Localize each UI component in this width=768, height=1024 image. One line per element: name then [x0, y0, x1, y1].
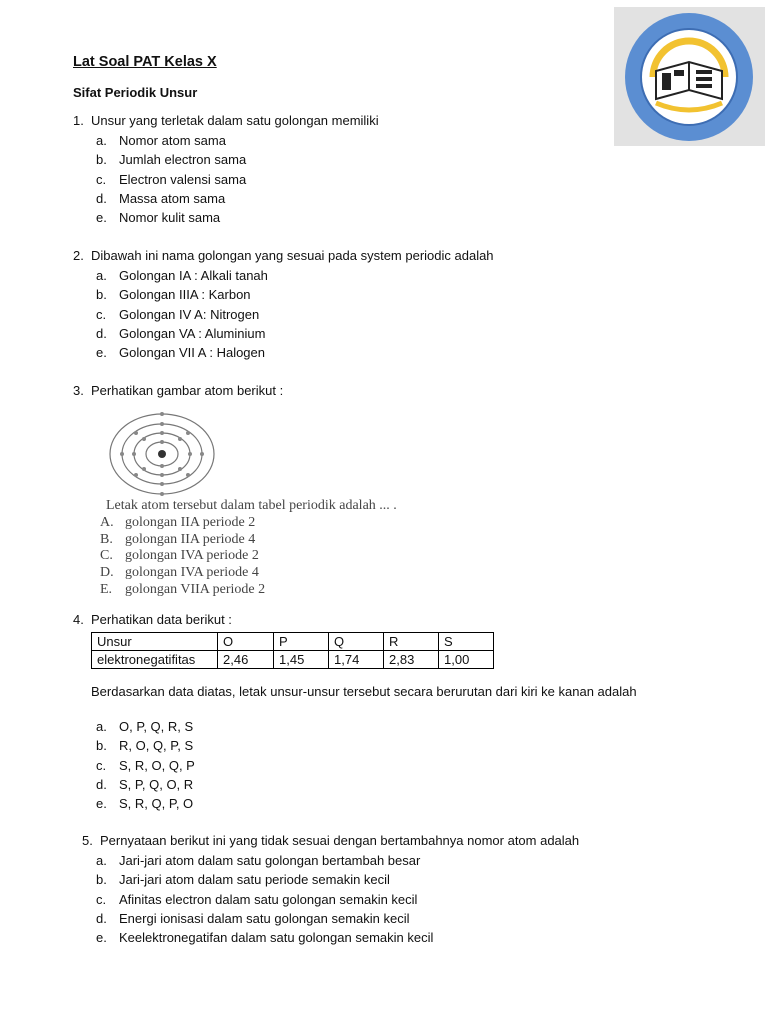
- option-text: S, P, Q, O, R: [119, 776, 194, 792]
- option-letter: b.: [96, 872, 107, 888]
- table-cell: elektronegatifitas: [92, 651, 218, 669]
- option: [96, 870, 433, 889]
- question-text: Perhatikan data berikut :: [91, 612, 232, 627]
- option: [96, 890, 433, 909]
- table-header-row: [92, 633, 494, 651]
- option: [96, 266, 268, 285]
- option-text: Golongan IA : Alkali tanah: [119, 268, 268, 283]
- option: [100, 565, 397, 582]
- option-text: Jari-jari atom dalam satu golongan bertambah besar: [119, 853, 421, 868]
- option: [100, 515, 397, 532]
- option-text: Golongan IV A: Nitrogen: [119, 306, 260, 322]
- option-text: Jumlah electron sama: [119, 152, 247, 168]
- option-letter: a.: [96, 133, 107, 148]
- option-text: Keelektronegatifan dalam satu golongan semakin kecil: [119, 930, 434, 946]
- question-2-options: [96, 266, 268, 362]
- option-letter: B.: [100, 531, 113, 547]
- option: [96, 775, 195, 794]
- option-letter: d.: [96, 776, 107, 792]
- electronegativity-table: [91, 632, 494, 669]
- table-cell: Unsur: [92, 633, 218, 651]
- atom-diagram: [106, 408, 226, 498]
- page-subtitle: Sifat Periodik Unsur: [73, 85, 198, 100]
- table-row: [92, 651, 494, 669]
- option: [96, 717, 195, 736]
- option: [96, 736, 195, 755]
- option-text: golongan VIIA periode 2: [125, 581, 266, 597]
- option: [100, 548, 397, 565]
- option-letter: C.: [100, 548, 113, 564]
- option: [96, 150, 246, 169]
- option-letter: e.: [96, 345, 107, 361]
- option-letter: e.: [96, 930, 107, 946]
- option-text: golongan IVA periode 2: [125, 548, 259, 564]
- option-letter: e.: [96, 210, 107, 226]
- question-number: 2.: [73, 248, 84, 263]
- table-cell: 2,46: [218, 651, 274, 669]
- option: [96, 794, 195, 813]
- option: [100, 532, 397, 549]
- option-text: Golongan IIIA : Karbon: [119, 287, 251, 303]
- option-letter: b.: [96, 738, 107, 754]
- table-cell: Q: [329, 633, 384, 651]
- option: [96, 756, 195, 775]
- option-letter: A.: [100, 514, 114, 530]
- option-text: O, P, Q, R, S: [119, 719, 194, 734]
- option-letter: d.: [96, 325, 107, 341]
- option-text: Golongan VA : Aluminium: [119, 325, 266, 341]
- option: [96, 208, 246, 227]
- option-letter: d.: [96, 190, 107, 206]
- option-letter: b.: [96, 152, 107, 168]
- question-text: Pernyataan berikut ini yang tidak sesuai dengan bertambahnya nomor atom adalah: [100, 833, 580, 848]
- table-cell: R: [384, 633, 439, 651]
- option-letter: a.: [96, 268, 107, 283]
- option-text: Massa atom sama: [119, 190, 226, 206]
- option-text: Jari-jari atom dalam satu periode semakin kecil: [119, 872, 390, 888]
- option-text: S, R, O, Q, P: [119, 757, 195, 773]
- table-cell: 1,00: [439, 651, 494, 669]
- table-cell: 1,74: [329, 651, 384, 669]
- table-cell: 1,45: [274, 651, 329, 669]
- option: [96, 909, 433, 928]
- question-1: [73, 113, 379, 128]
- option-text: golongan IVA periode 4: [125, 565, 259, 581]
- option: [96, 285, 268, 304]
- school-logo: [614, 7, 765, 146]
- option-letter: b.: [96, 287, 107, 303]
- question-3: [73, 383, 283, 398]
- question-number: 4.: [73, 612, 84, 627]
- question-text: Perhatikan gambar atom berikut :: [91, 383, 284, 398]
- question-4-followup: Berdasarkan data diatas, letak unsur-unsur tersebut secara berurutan dari kiri ke kanan adalah: [91, 684, 637, 699]
- question-text: Unsur yang terletak dalam satu golongan memiliki: [91, 113, 379, 128]
- atom-shells-icon: [106, 408, 226, 498]
- question-number: 1.: [73, 113, 84, 128]
- option-text: S, R, Q, P, O: [119, 796, 194, 812]
- question-number: 3.: [73, 383, 84, 398]
- option-text: Electron valensi sama: [119, 171, 247, 187]
- option: [96, 305, 268, 324]
- option: [96, 851, 433, 870]
- table-cell: P: [274, 633, 329, 651]
- option-text: Golongan VII A : Halogen: [119, 345, 265, 361]
- option-letter: c.: [96, 306, 107, 322]
- option-text: R, O, Q, P, S: [119, 738, 194, 754]
- option-letter: c.: [96, 891, 107, 907]
- option-letter: c.: [96, 757, 107, 773]
- option: [96, 324, 268, 343]
- option-letter: e.: [96, 796, 107, 812]
- option: [96, 131, 246, 150]
- option-letter: D.: [100, 565, 114, 581]
- option-text: Nomor kulit sama: [119, 210, 221, 226]
- table-cell: O: [218, 633, 274, 651]
- option-text: Nomor atom sama: [119, 133, 226, 148]
- question-text: Dibawah ini nama golongan yang sesuai pada system periodic adalah: [91, 248, 494, 263]
- option-text: Afinitas electron dalam satu golongan semakin kecil: [119, 891, 418, 907]
- table-cell: 2,83: [384, 651, 439, 669]
- question-5: [82, 833, 579, 848]
- option: [100, 582, 397, 599]
- logo-emblem-icon: [614, 7, 765, 146]
- option: [96, 189, 246, 208]
- option-letter: a.: [96, 719, 107, 734]
- option-text: golongan IIA periode 2: [125, 514, 256, 530]
- question-4: [73, 612, 232, 627]
- table-cell: S: [439, 633, 494, 651]
- option-letter: E.: [100, 581, 113, 597]
- question-number: 5.: [82, 833, 93, 848]
- option-text: Energi ionisasi dalam satu golongan semakin kecil: [119, 910, 410, 926]
- option-letter: a.: [96, 853, 107, 868]
- question-3-image-text: [100, 498, 397, 599]
- page-title: Lat Soal PAT Kelas X: [73, 54, 217, 70]
- option-letter: d.: [96, 910, 107, 926]
- question-1-options: [96, 131, 246, 227]
- option: [96, 343, 268, 362]
- option-letter: c.: [96, 171, 107, 187]
- option: [96, 928, 433, 947]
- question-2: [73, 248, 494, 263]
- question-4-options: [96, 717, 195, 813]
- question-5-options: [96, 851, 433, 947]
- image-caption: Letak atom tersebut dalam tabel periodik adalah ... .: [106, 498, 397, 513]
- option: [96, 170, 246, 189]
- option-text: golongan IIA periode 4: [125, 531, 256, 547]
